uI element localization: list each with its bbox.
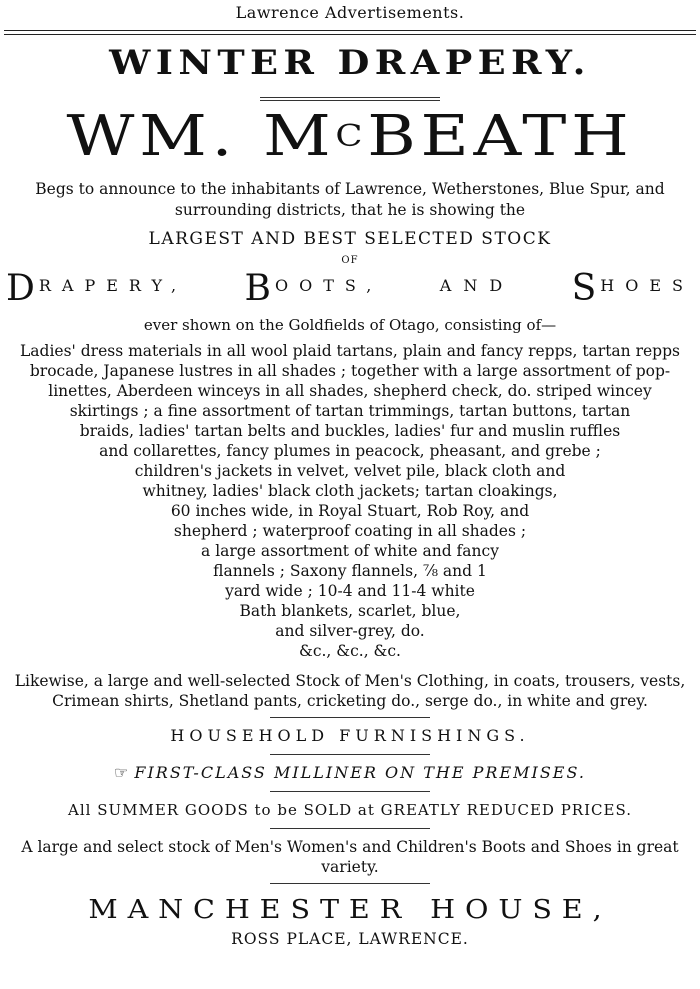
household-furnishings: HOUSEHOLD FURNISHINGS.: [170, 726, 530, 745]
pointing-hand-icon: ☞: [114, 763, 129, 782]
page-header: Lawrence Advertisements.: [235, 3, 465, 22]
headline-divider: [260, 97, 440, 98]
goods-line: shepherd ; waterproof coating in all shades ;: [173, 522, 527, 540]
boots-rest: OOTS,: [274, 276, 383, 295]
drapery-word: [6, 268, 188, 309]
likewise-line: Crimean shirts, Shetland pants, cricketing do., serge do., in white and grey.: [52, 692, 648, 710]
goods-line: 60 inches wide, in Royal Stuart, Rob Roy, and: [170, 502, 530, 520]
boots-line: variety.: [321, 858, 379, 876]
divider: [270, 791, 430, 792]
milliner-line: [0, 761, 700, 785]
shown-line: ever shown on the Goldfields of Otago, consisting of—: [143, 316, 557, 334]
and-text: AND: [439, 276, 515, 295]
of-label: OF: [341, 255, 359, 266]
largest-stock-line: LARGEST AND BEST SELECTED STOCK: [148, 229, 552, 249]
shoes-word: [571, 268, 694, 309]
goods-line: skirtings ; a fine assortment of tartan trimmings, tartan buttons, tartan: [69, 402, 631, 420]
headline-divider-lower: [260, 100, 440, 101]
drapery-rest: RAPERY,: [38, 276, 188, 295]
mens-clothing-paragraph: [0, 671, 700, 711]
goods-line: whitney, ladies' black cloth jackets; tartan cloakings,: [142, 482, 558, 500]
goods-line: a large assortment of white and fancy: [201, 542, 499, 560]
intro-paragraph: [4, 179, 696, 221]
header-divider: [4, 30, 696, 35]
merchant-name-suffix: BEATH: [367, 104, 634, 169]
goods-line: and collarettes, fancy plumes in peacock, pheasant, and grebe ;: [99, 442, 601, 460]
goods-line: Ladies' dress materials in all wool plaid tartans, plain and fancy repps, tartan repps: [20, 342, 680, 360]
merchant-name: [0, 104, 700, 169]
boots-stock-paragraph: [0, 837, 700, 877]
goods-line: flannels ; Saxony flannels, ⅞ and 1: [213, 562, 487, 580]
drapery-initial: D: [6, 268, 35, 309]
summer-goods-line: All SUMMER GOODS to be SOLD at GREATLY REDUCED PRICES.: [68, 801, 632, 819]
goods-line: yard wide ; 10-4 and 11-4 white: [225, 582, 475, 600]
goods-line: and silver-grey, do.: [275, 622, 425, 640]
goods-line: children's jackets in velvet, velvet pile, black cloth and: [134, 462, 566, 480]
goods-line: Bath blankets, scarlet, blue,: [239, 602, 461, 620]
goods-line: brocade, Japanese lustres in all shades ; together with a large assortment of pop-: [29, 362, 671, 380]
divider: [270, 828, 430, 829]
shoes-initial: S: [571, 268, 597, 309]
goods-line: braids, ladies' tartan belts and buckles, ladies' fur and muslin ruffles: [79, 422, 621, 440]
categories-line: [6, 269, 694, 307]
divider: [270, 717, 430, 718]
manchester-house: MANCHESTER HOUSE,: [88, 895, 612, 925]
boots-line: A large and select stock of Men's Women's and Children's Boots and Shoes in great: [21, 838, 679, 856]
likewise-line: Likewise, a large and well-selected Stock of Men's Clothing, in coats, trousers, vests,: [14, 672, 686, 690]
shoes-rest: HOES: [600, 276, 694, 295]
boots-initial: B: [244, 268, 271, 309]
merchant-name-prefix: WM. M: [66, 104, 336, 169]
winter-drapery-headline: WINTER DRAPERY.: [109, 43, 591, 83]
divider: [270, 754, 430, 755]
goods-list: [0, 341, 700, 661]
boots-word: [244, 268, 383, 309]
merchant-name-superscript: C: [335, 119, 368, 154]
intro-line: Begs to announce to the inhabitants of Lawrence, Wetherstones, Blue Spur, and: [35, 180, 665, 198]
goods-line: &c., &c., &c.: [299, 642, 401, 660]
goods-line: linettes, Aberdeen winceys in all shades, shepherd check, do. striped wincey: [48, 382, 652, 400]
milliner-text: FIRST-CLASS MILLINER ON THE PREMISES.: [134, 763, 586, 782]
intro-line: surrounding districts, that he is showing the: [174, 201, 526, 219]
and-word: [440, 275, 514, 307]
address-line: ROSS PLACE, LAWRENCE.: [231, 930, 469, 948]
divider: [270, 883, 430, 884]
